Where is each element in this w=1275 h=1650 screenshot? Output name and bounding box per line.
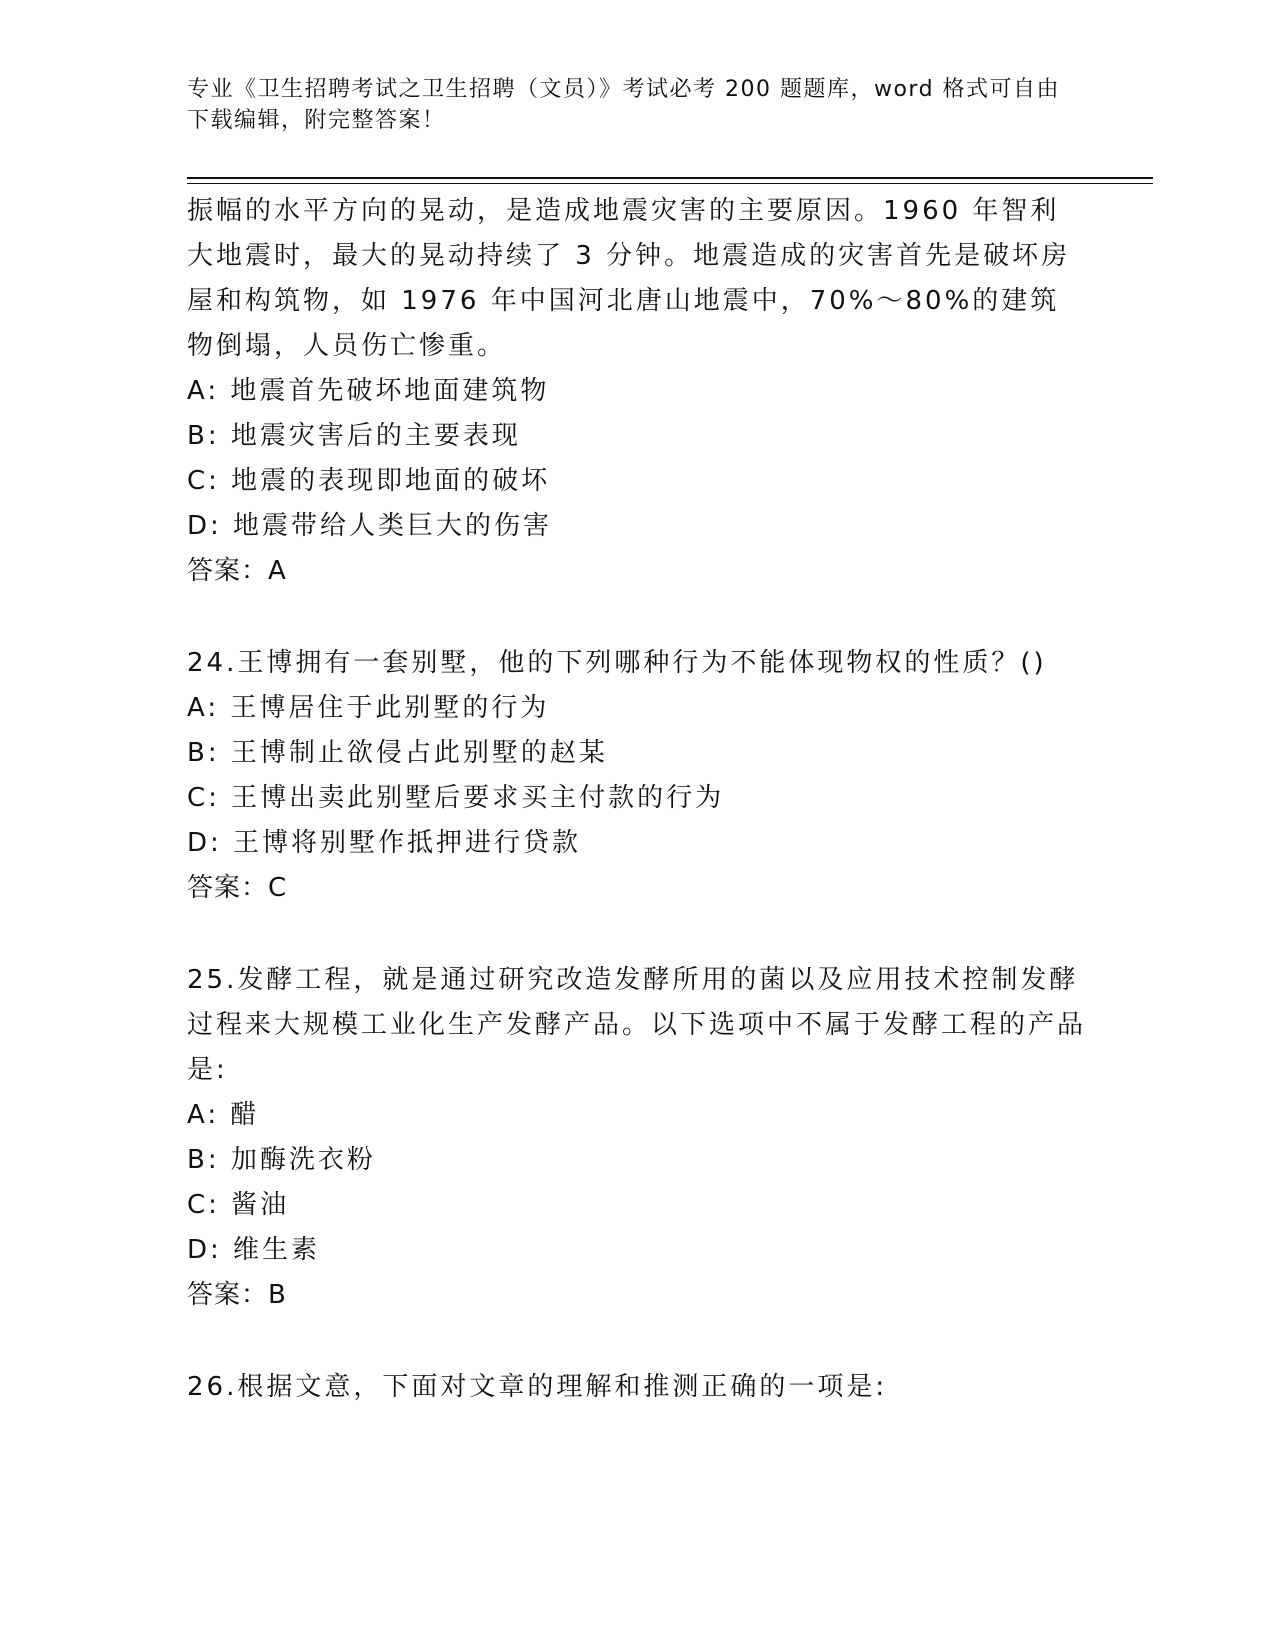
option-d: D: 王博将别墅作抵押进行贷款: [187, 828, 582, 858]
option-b: B: 王博制止欲侵占此别墅的赵某: [187, 738, 608, 768]
question-text: 25.发酵工程，就是通过研究改造发酵所用的菌以及应用技术控制发酵过程来大规模工业化生产发酵产品。以下选项中不属于发酵工程的产品是:: [187, 965, 1087, 1085]
spacer: [187, 911, 1087, 958]
option-b: B: 地震灾害后的主要表现: [187, 421, 521, 451]
option-d: D: 维生素: [187, 1235, 321, 1265]
option-c: C: 酱油: [187, 1190, 290, 1220]
header-divider-thin: [187, 183, 1153, 184]
document-body: [187, 189, 1087, 1410]
option-b: B: 加酶洗衣粉: [187, 1145, 376, 1175]
option-a: A: 醋: [187, 1100, 260, 1130]
answer: 答案：B: [187, 1280, 287, 1310]
header-divider-thick: [187, 177, 1153, 179]
document-header: 专业《卫生招聘考试之卫生招聘（文员）》考试必考 200 题题库，word 格式可自由下载编辑，附完整答案！: [187, 77, 1061, 133]
option-a: A: 地震首先破坏地面建筑物: [187, 376, 550, 406]
spacer: [187, 594, 1087, 641]
answer: 答案：C: [187, 873, 288, 903]
question-25: [187, 958, 1087, 1318]
option-d: D: 地震带给人类巨大的伤害: [187, 511, 553, 541]
option-c: C: 王博出卖此别墅后要求买主付款的行为: [187, 783, 725, 813]
question-24: [187, 641, 1087, 911]
question-23: [187, 189, 1087, 594]
question-text: 振幅的水平方向的晃动，是造成地震灾害的主要原因。1960 年智利大地震时，最大的晃动持续了 3 分钟。地震造成的灾害首先是破坏房屋和构筑物，如 1976 年中国河北唐山地震中，70%～80%的建筑物倒塌，人员伤亡惨重。: [187, 196, 1071, 361]
spacer: [187, 1318, 1087, 1365]
question-text: 26.根据文意，下面对文章的理解和推测正确的一项是:: [187, 1372, 888, 1402]
option-c: C: 地震的表现即地面的破坏: [187, 466, 551, 496]
question-26: [187, 1365, 1087, 1410]
answer: 答案：A: [187, 556, 287, 586]
question-text: 24.王博拥有一套别墅，他的下列哪种行为不能体现物权的性质？(): [187, 648, 1047, 678]
option-a: A: 王博居住于此别墅的行为: [187, 693, 550, 723]
